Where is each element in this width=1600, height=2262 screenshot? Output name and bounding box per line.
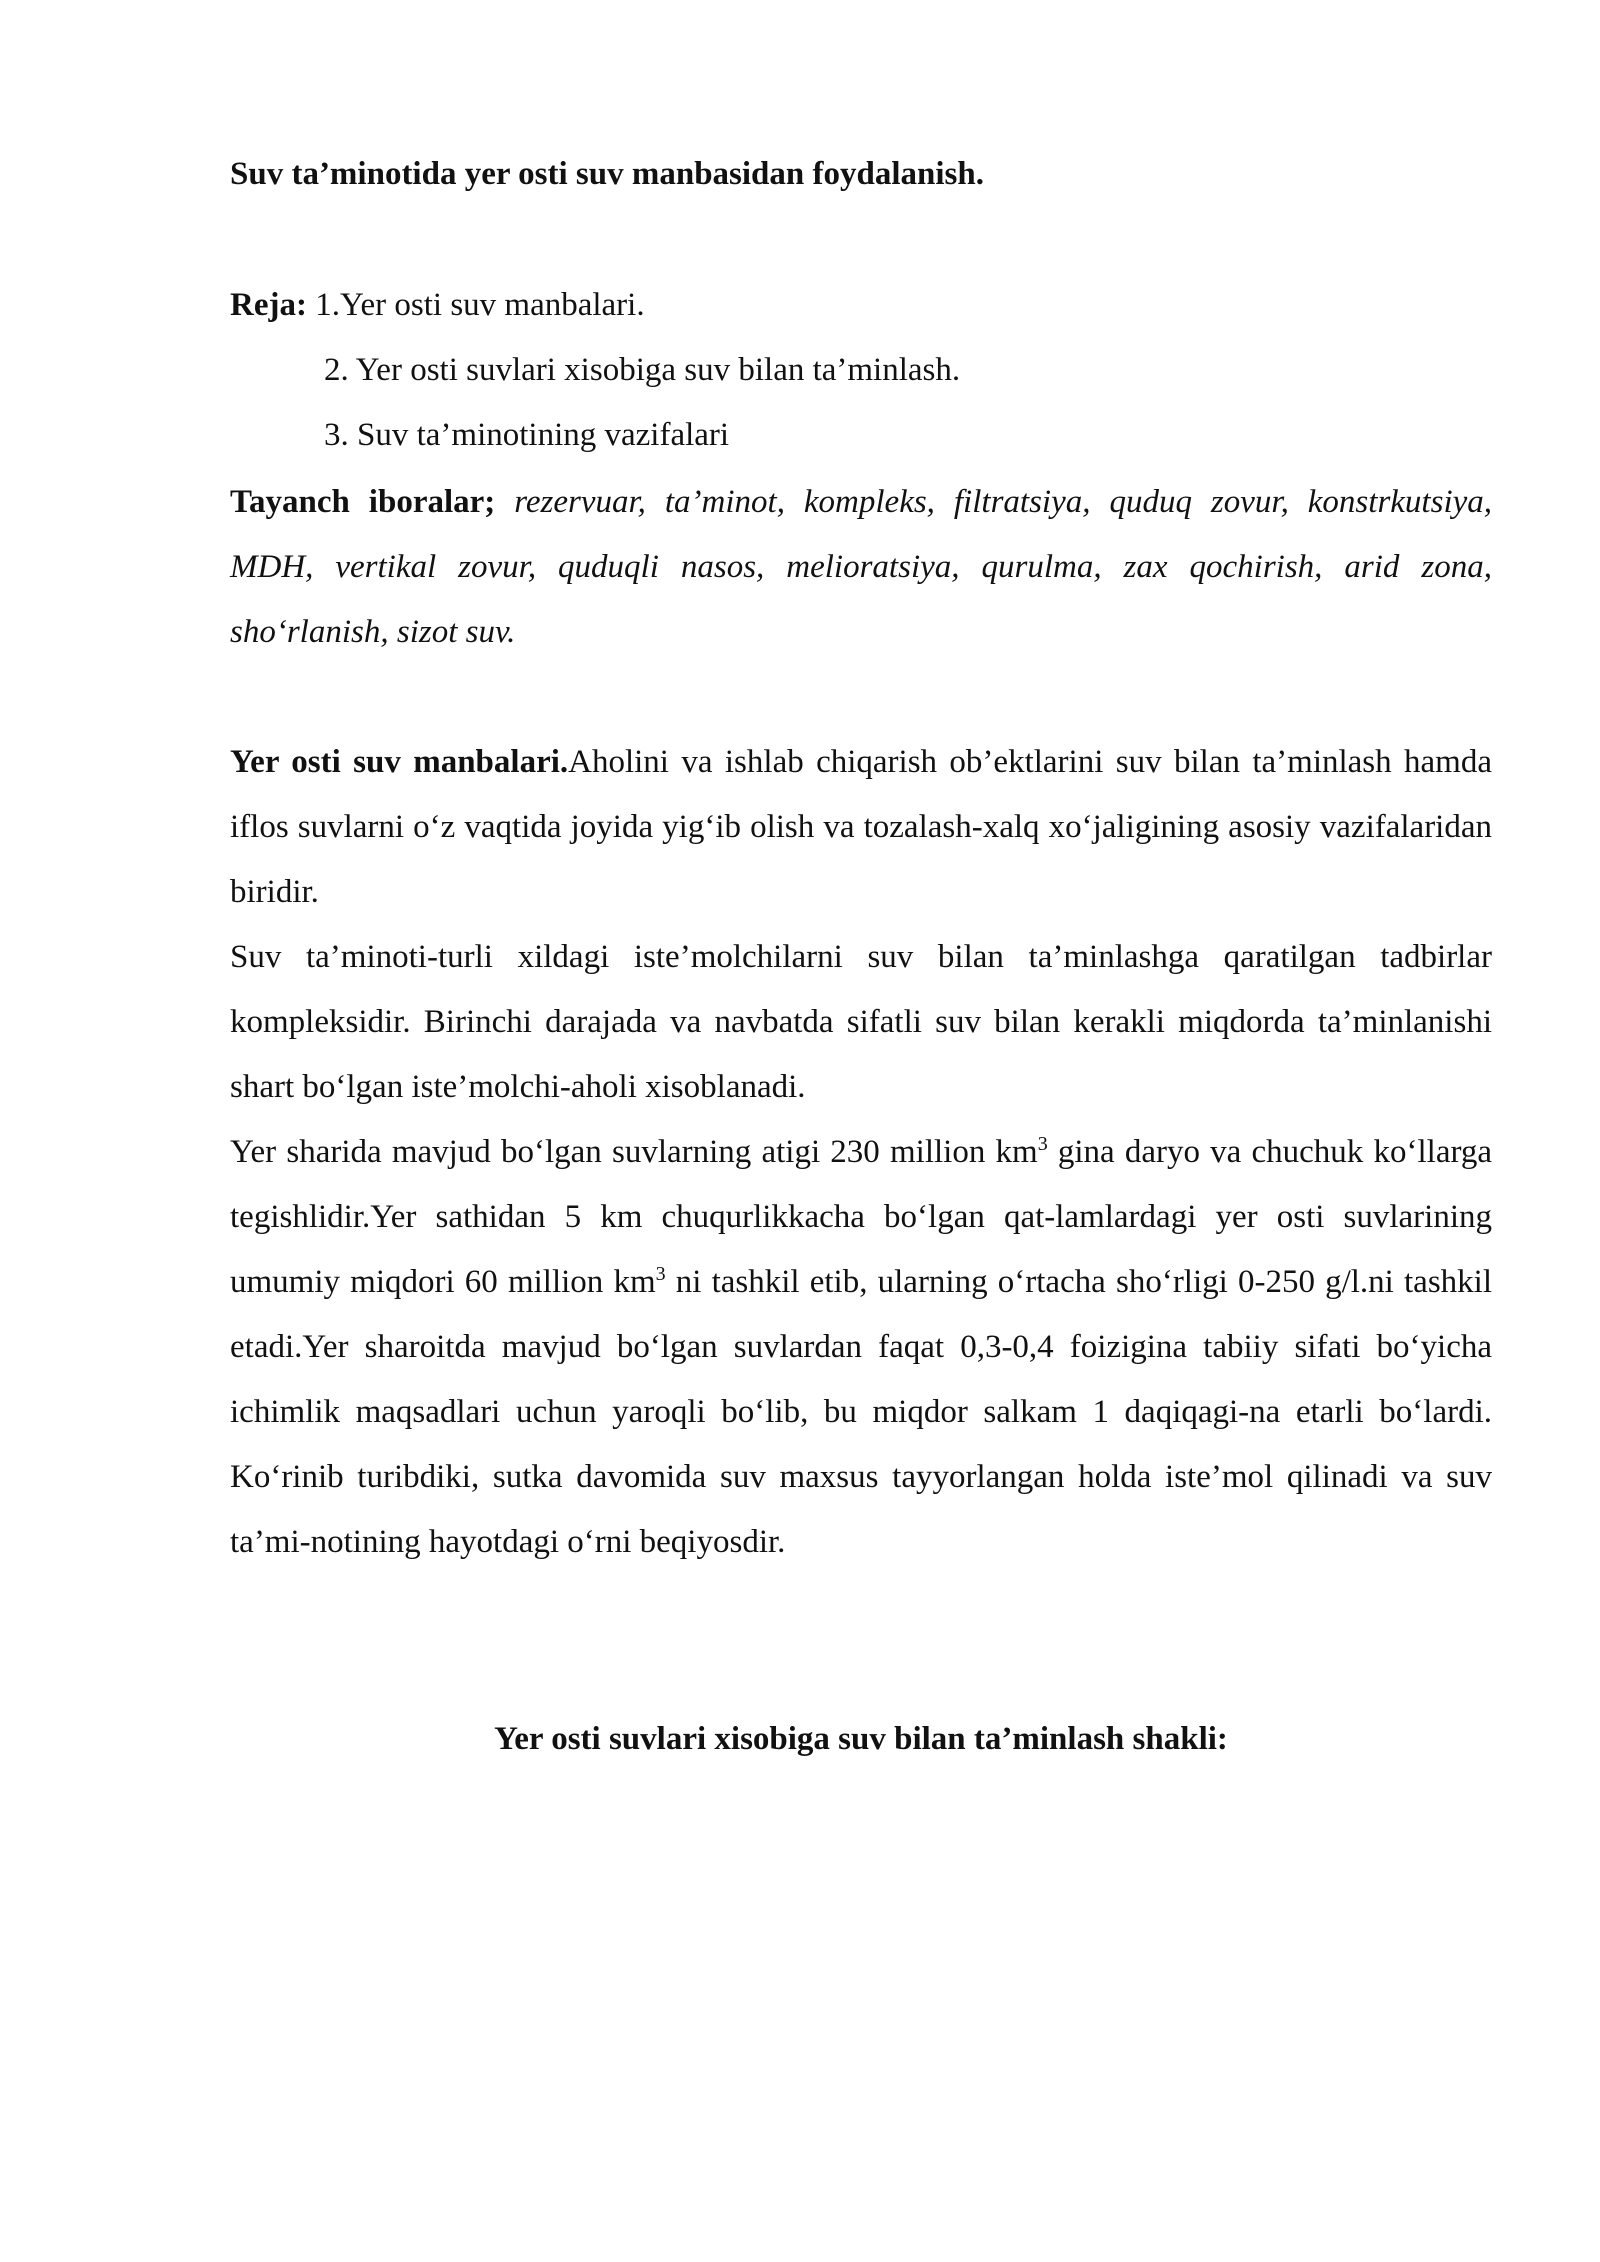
- keywords-text: rezervuar, ta’minot, kompleks, filtratsiya, quduq zovur, konstrkutsiya, MDH, vertikal zovur, quduqli nasos, melioratsiya, qurulma, zax qochirish, arid zona, sho‘rlanish, sizot suv.: [230, 484, 1493, 650]
- keywords-label: Tayanch iboralar;: [230, 484, 496, 520]
- document-title: Suv ta’minotida yer osti suv manbasidan foydalanish.: [230, 156, 984, 192]
- section-paragraph-1: [230, 730, 1492, 925]
- section-heading: Yer osti suv manbalari.: [230, 744, 569, 780]
- plan-label: Reja:: [230, 287, 307, 323]
- para3-part-a: Yer sharida mavjud bo‘lgan suvlarning atigi 230 million km: [230, 1134, 1038, 1170]
- plan-section: [230, 273, 1492, 468]
- section-paragraph-3: [230, 1120, 1492, 1575]
- plan-item-3: 3. Suv ta’minotining vazifalari: [324, 417, 730, 453]
- keywords-paragraph: [230, 470, 1492, 665]
- plan-row-1: [230, 273, 1492, 338]
- section-paragraph-2: Suv ta’minoti-turli xildagi iste’molchilarni suv bilan ta’minlashga qaratilgan tadbirlar kompleksidir. Birinchi darajada va navbatda sifatli suv bilan kerakli miqdorda ta’minlanishi shart bo‘lgan iste’molchi-aholi xisoblanadi.: [230, 939, 1492, 1105]
- para3-part-b: gina daryo va chuchuk ko‘llarga tegishlidir.Yer sathidan 5 km chuqurlikkacha bo‘lgan qat-lamlardagi yer osti suvlarining umumiy miqdori 60 million km: [230, 1134, 1493, 1300]
- plan-item-2: 2. Yer osti suvlari xisobiga suv bilan ta’minlash.: [324, 352, 961, 388]
- plan-item-1: 1.Yer osti suv manbalari.: [315, 287, 645, 323]
- superscript-3-b: 3: [655, 1263, 666, 1285]
- subheading: Yer osti suvlari xisobiga suv bilan ta’minlash shakli:: [494, 1721, 1228, 1757]
- section-text-1: Aholini va ishlab chiqarish ob’ektlarini suv bilan ta’minlash hamda iflos suvlarni o‘z vaqtida joyida yig‘ib olish va tozalash-xalq xo‘jaligining asosiy vazifalaridan biridir.: [230, 744, 1492, 910]
- section-water-sources: [230, 730, 1492, 1575]
- superscript-3-a: 3: [1037, 1133, 1048, 1155]
- para3-part-c: ni tashkil etib, ularning o‘rtacha sho‘rligi 0-250 g/l.ni tashkil etadi.Yer sharoitda mavjud bo‘lgan suvlardan faqat 0,3-0,4 foizigina tabiiy sifati bo‘yicha ichimlik maqsadlari uchun yaroqli bo‘lib, bu miqdor salkam 1 daqiqagi-na etarli bo‘lardi. Ko‘rinib turibdiki, sutka davomida suv maxsus tayyorlangan holda iste’mol qilinadi va suv ta’mi-notining hayotdagi o‘rni beqiyosdir.: [230, 1264, 1493, 1560]
